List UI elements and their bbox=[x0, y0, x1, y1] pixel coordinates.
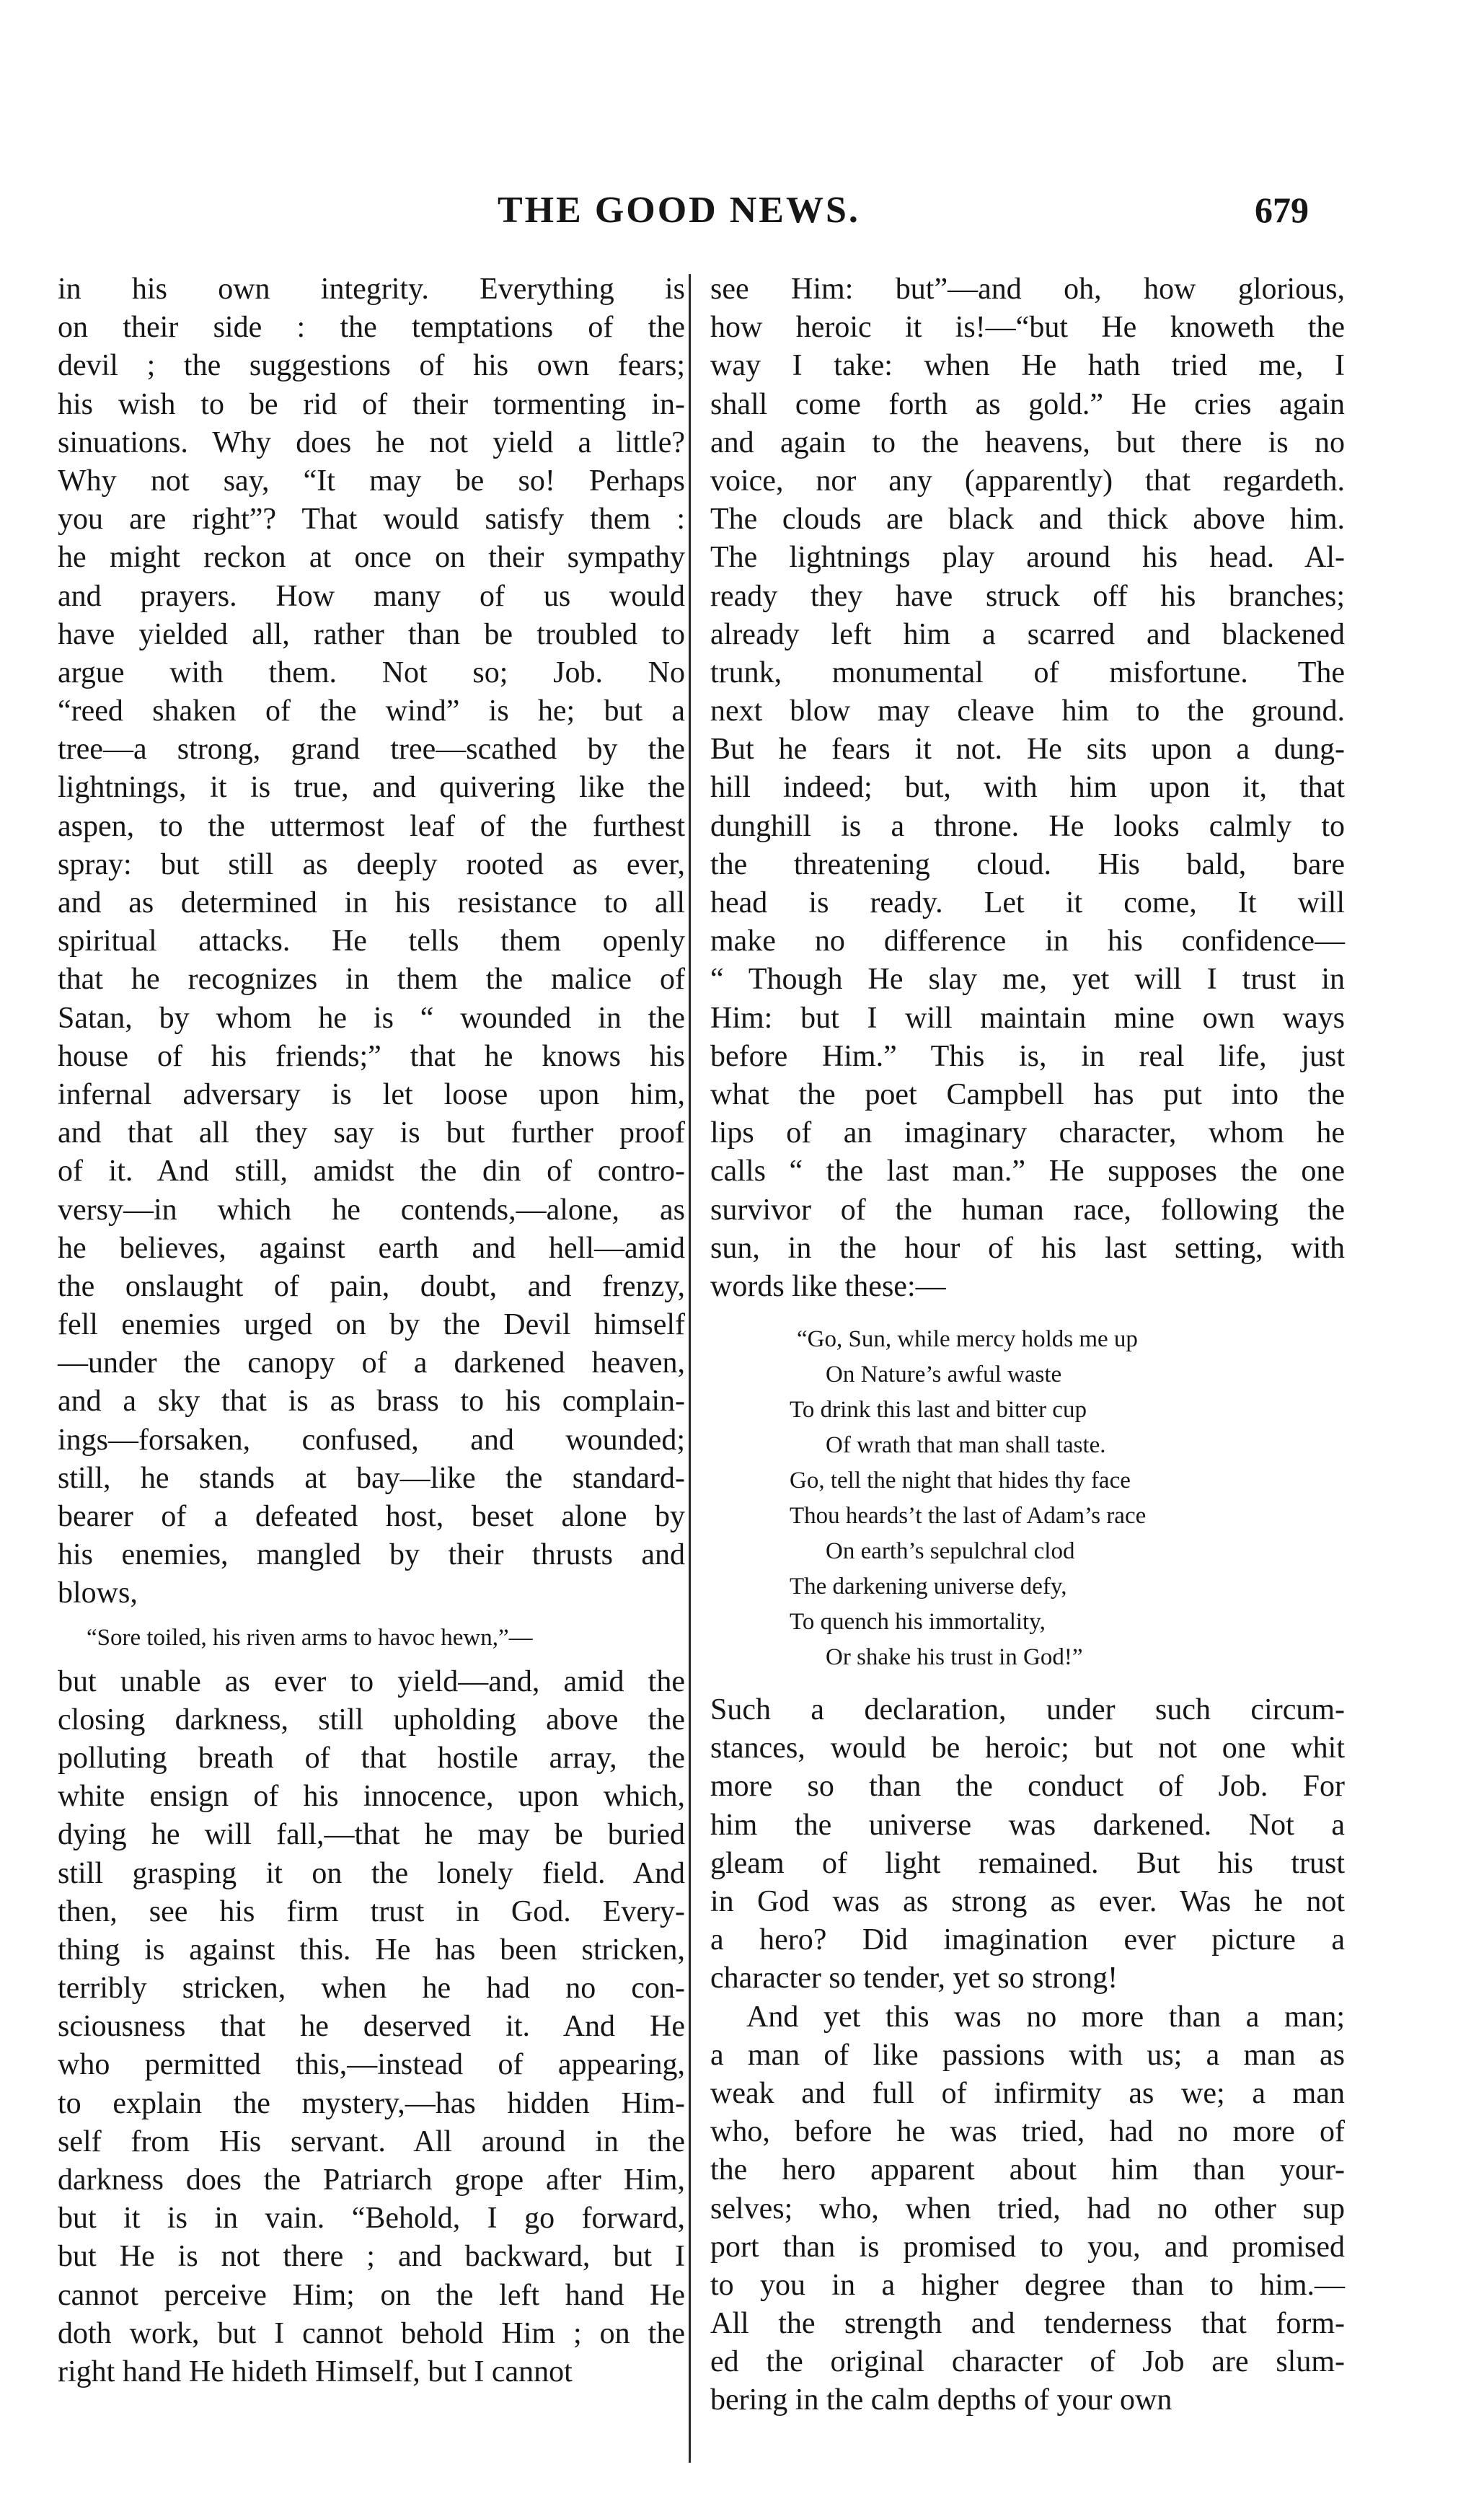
text-line: voice, nor any (apparently) that regardeth. bbox=[710, 464, 1345, 498]
left-column-text-block-1 bbox=[58, 270, 685, 1613]
text-line: then, see his firm trust in God. Every- bbox=[58, 1894, 685, 1928]
poem-line: To drink this last and bitter cup bbox=[790, 1397, 1087, 1424]
text-line: ready they have struck off his branches; bbox=[710, 579, 1345, 613]
poem-line: The darkening universe defy, bbox=[790, 1574, 1067, 1600]
poem-line: Go, tell the night that hides thy face bbox=[790, 1468, 1131, 1494]
text-line: still grasping it on the lonely field. And bbox=[58, 1856, 685, 1890]
text-line: the hero apparent about him than your- bbox=[710, 2153, 1345, 2187]
text-line: aspen, to the uttermost leaf of the furthest bbox=[58, 809, 685, 843]
text-line: lightnings, it is true, and quivering like the bbox=[58, 771, 685, 805]
text-line: Such a declaration, under such circum- bbox=[710, 1693, 1345, 1727]
poem-line: Thou heards’t the last of Adam’s race bbox=[790, 1503, 1147, 1530]
text-line: —under the canopy of a darkened heaven, bbox=[58, 1346, 685, 1380]
text-line: cannot perceive Him; on the left hand He bbox=[58, 2278, 685, 2312]
verse-quote bbox=[58, 1620, 685, 1656]
text-line: head is ready. Let it come, It will bbox=[710, 886, 1345, 919]
text-line: to you in a higher degree than to him.— bbox=[710, 2268, 1345, 2302]
page-header bbox=[0, 189, 1484, 239]
text-line: shall come forth as gold.” He cries again bbox=[710, 387, 1345, 421]
text-line: self from His servant. All around in the bbox=[58, 2125, 685, 2158]
text-line: terribly stricken, when he had no con- bbox=[58, 1972, 685, 2006]
text-line: who permitted this,—instead of appearing, bbox=[58, 2048, 685, 2082]
text-line: and a sky that is as brass to his complain- bbox=[58, 1385, 685, 1419]
text-line: that he recognizes in them the malice of bbox=[58, 963, 685, 997]
text-line: and again to the heavens, but there is no bbox=[710, 425, 1345, 459]
text-line: Satan, by whom he is “ wounded in the bbox=[58, 1001, 685, 1035]
text-line: sun, in the hour of his last setting, with bbox=[710, 1231, 1345, 1265]
text-line: the threatening cloud. His bald, bare bbox=[710, 847, 1345, 881]
right-column bbox=[710, 270, 1345, 2420]
text-line: ings—forsaken, confused, and wounded; bbox=[58, 1423, 685, 1457]
text-line: and prayers. How many of us would bbox=[58, 579, 685, 613]
text-line: the onslaught of pain, doubt, and frenzy, bbox=[58, 1269, 685, 1303]
text-line: doth work, but I cannot behold Him ; on the bbox=[58, 2316, 685, 2350]
text-line: closing darkness, still upholding above the bbox=[58, 1703, 685, 1737]
text-line: white ensign of his innocence, upon which, bbox=[58, 1780, 685, 1814]
text-line: who, before he was tried, had no more of bbox=[710, 2115, 1345, 2149]
text-line: blows, bbox=[58, 1576, 138, 1610]
poem-block bbox=[710, 1322, 1345, 1675]
text-line: what the poet Campbell has put into the bbox=[710, 1077, 1345, 1111]
text-line: calls “ the last man.” He supposes the one bbox=[710, 1155, 1345, 1188]
text-line: weak and full of infirmity as we; a man bbox=[710, 2076, 1345, 2110]
text-line: polluting breath of that hostile array, the bbox=[58, 1741, 685, 1775]
text-line: house of his friends;” that he knows his bbox=[58, 1039, 685, 1073]
text-line: on their side : the temptations of the bbox=[58, 311, 685, 345]
text-line: stances, would be heroic; but not one whit bbox=[710, 1731, 1345, 1765]
text-line: his enemies, mangled by their thrusts and bbox=[58, 1538, 685, 1572]
text-line: thing is against this. He has been stricken, bbox=[58, 1933, 685, 1967]
column-divider bbox=[689, 274, 691, 2463]
text-line: Why not say, “It may be so! Perhaps bbox=[58, 464, 685, 498]
text-line: sinuations. Why does he not yield a little? bbox=[58, 425, 685, 459]
text-line: before Him.” This is, in real life, just bbox=[710, 1039, 1345, 1073]
text-line: he believes, against earth and hell—amid bbox=[58, 1231, 685, 1265]
text-line: tree—a strong, grand tree—scathed by the bbox=[58, 733, 685, 767]
text-line: selves; who, when tried, had no other sup bbox=[710, 2192, 1345, 2225]
text-line: but it is in vain. “Behold, I go forward, bbox=[58, 2202, 685, 2236]
text-line: to explain the mystery,—has hidden Him- bbox=[58, 2086, 685, 2120]
text-line: But he fears it not. He sits upon a dung- bbox=[710, 733, 1345, 767]
text-line: way I take: when He hath tried me, I bbox=[710, 349, 1345, 383]
text-line: still, he stands at bay—like the standard- bbox=[58, 1461, 685, 1495]
text-line: devil ; the suggestions of his own fears; bbox=[58, 349, 685, 383]
text-line: ed the original character of Job are slum- bbox=[710, 2345, 1345, 2379]
poem-line: On Nature’s awful waste bbox=[826, 1362, 1062, 1388]
text-line: a man of like passions with us; a man as bbox=[710, 2038, 1345, 2072]
poem-line: To quench his immortality, bbox=[790, 1609, 1046, 1636]
text-line: see Him: but”—and oh, how glorious, bbox=[710, 273, 1345, 306]
text-line: hill indeed; but, with him upon it, that bbox=[710, 771, 1345, 805]
text-line: and that all they say is but further proof bbox=[58, 1116, 685, 1150]
text-line: a hero? Did imagination ever picture a bbox=[710, 1923, 1345, 1957]
text-line: make no difference in his confidence— bbox=[710, 925, 1345, 958]
text-line: All the strength and tenderness that form- bbox=[710, 2307, 1345, 2341]
text-line: him the universe was darkened. Not a bbox=[710, 1808, 1345, 1842]
text-line: have yielded all, rather than be troubled to bbox=[58, 617, 685, 651]
text-line: more so than the conduct of Job. For bbox=[710, 1770, 1345, 1804]
text-line: versy—in which he contends,—alone, as bbox=[58, 1193, 685, 1227]
verse-quote-line: “Sore toiled, his riven arms to havoc hewn,”— bbox=[87, 1624, 533, 1651]
text-line: of it. And still, amidst the din of contro- bbox=[58, 1155, 685, 1188]
text-line: you are right”? That would satisfy them : bbox=[58, 503, 685, 537]
text-line: Him: but I will maintain mine own ways bbox=[710, 1001, 1345, 1035]
poem-line: On earth’s sepulchral clod bbox=[826, 1538, 1075, 1565]
text-line: bearer of a defeated host, beset alone by bbox=[58, 1500, 685, 1533]
text-line: gleam of light remained. But his trust bbox=[710, 1846, 1345, 1880]
text-line: how heroic it is!—“but He knoweth the bbox=[710, 311, 1345, 345]
text-line: spray: but still as deeply rooted as ever, bbox=[58, 847, 685, 881]
text-line: infernal adversary is let loose upon him, bbox=[58, 1077, 685, 1111]
text-line: port than is promised to you, and promised bbox=[710, 2230, 1345, 2264]
text-line: but unable as ever to yield—and, amid the bbox=[58, 1664, 685, 1698]
text-line: And yet this was no more than a man; bbox=[746, 2000, 1345, 2034]
text-line: survivor of the human race, following the bbox=[710, 1193, 1345, 1227]
text-line: trunk, monumental of misfortune. The bbox=[710, 656, 1345, 689]
text-line: right hand He hideth Himself, but I cannot bbox=[58, 2355, 573, 2388]
text-line: and as determined in his resistance to all bbox=[58, 886, 685, 919]
text-line: in his own integrity. Everything is bbox=[58, 273, 685, 306]
text-line: lips of an imaginary character, whom he bbox=[710, 1116, 1345, 1150]
text-line: argue with them. Not so; Job. No bbox=[58, 656, 685, 689]
left-column bbox=[58, 270, 685, 2391]
poem-line: Of wrath that man shall taste. bbox=[826, 1432, 1106, 1459]
right-column-text-block-2 bbox=[710, 1691, 1345, 1998]
right-column-text-block-3 bbox=[710, 1998, 1345, 2420]
text-line: in God was as strong as ever. Was he not bbox=[710, 1885, 1345, 1918]
text-line: words like these:— bbox=[710, 1269, 946, 1303]
text-line: bering in the calm depths of your own bbox=[710, 2383, 1172, 2417]
text-line: next blow may cleave him to the ground. bbox=[710, 694, 1345, 728]
text-line: his wish to be rid of their tormenting in- bbox=[58, 387, 685, 421]
text-line: character so tender, yet so strong! bbox=[710, 1962, 1118, 1995]
running-title: THE GOOD NEWS. bbox=[498, 190, 860, 231]
left-column-text-block-2 bbox=[58, 1663, 685, 2392]
text-line: dying he will fall,—that he may be buried bbox=[58, 1818, 685, 1852]
text-line: darkness does the Patriarch grope after Him, bbox=[58, 2163, 685, 2197]
poem-line: “Go, Sun, while mercy holds me up bbox=[797, 1326, 1138, 1353]
text-line: “ Though He slay me, yet will I trust in bbox=[710, 963, 1345, 997]
text-line: “reed shaken of the wind” is he; but a bbox=[58, 694, 685, 728]
text-line: The lightnings play around his head. Al- bbox=[710, 541, 1345, 575]
text-line: but He is not there ; and backward, but I bbox=[58, 2240, 685, 2274]
text-line: The clouds are black and thick above him. bbox=[710, 503, 1345, 537]
text-line: sciousness that he deserved it. And He bbox=[58, 2010, 685, 2044]
poem-line: Or shake his trust in God!” bbox=[826, 1644, 1083, 1671]
text-line: he might reckon at once on their sympathy bbox=[58, 541, 685, 575]
page-number: 679 bbox=[1255, 190, 1309, 230]
text-line: spiritual attacks. He tells them openly bbox=[58, 925, 685, 958]
right-column-text-block-1 bbox=[710, 270, 1345, 1306]
text-line: already left him a scarred and blackened bbox=[710, 617, 1345, 651]
text-line: fell enemies urged on by the Devil himself bbox=[58, 1308, 685, 1342]
text-line: dunghill is a throne. He looks calmly to bbox=[710, 809, 1345, 843]
